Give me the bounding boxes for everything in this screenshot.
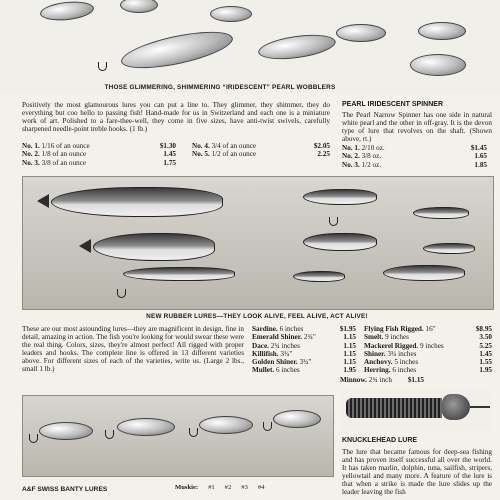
price-desc: 3/4 of an ounce — [211, 142, 257, 150]
rubber-price-list-col1 — [252, 325, 356, 375]
hook-icon — [189, 428, 198, 437]
price-desc: 3/8 oz. — [361, 152, 382, 161]
knucklehead-description: The lure that became famous for deep-sea fishing and has proven itself successful all over the world. It has taken marlin, dolphin, tuna, sailfish, stripers, yellowtail and many more. A feature of the lure is that when a strike is made the lure slides up the leader leaving the fish — [342, 448, 492, 497]
price-row — [252, 333, 356, 341]
table-row — [170, 484, 269, 491]
price-desc: 3¾" — [299, 358, 312, 367]
rubber-lures-photo — [22, 176, 494, 310]
price-desc: 9 inches — [419, 341, 444, 350]
price-desc: 9 inches — [385, 333, 409, 342]
price-row — [364, 333, 492, 341]
spinner-price-list — [342, 144, 487, 169]
price-row — [364, 366, 492, 374]
price-label: Herring. — [364, 366, 391, 375]
price-row — [252, 342, 356, 350]
hook-icon — [263, 422, 272, 431]
wobbler-lure — [120, 0, 158, 13]
fish-tail — [79, 239, 91, 253]
price-value: 2.25 — [317, 150, 330, 159]
banty-price-table — [170, 484, 269, 491]
anchovy-lure — [423, 243, 475, 254]
knucklehead-title: KNUCKLEHEAD LURE — [342, 437, 418, 444]
price-label: Mackerel Rigged. — [364, 341, 419, 350]
price-label: No. 3. — [22, 158, 40, 167]
price-desc: 2/10 oz. — [361, 144, 385, 152]
price-row — [342, 152, 487, 160]
price-value: 3.50 — [479, 333, 492, 342]
price-label: Anchovy. — [364, 358, 393, 367]
price-row — [252, 366, 356, 374]
price-label: Killifish. — [252, 349, 279, 358]
knucklehead-skirt — [346, 398, 442, 418]
price-value: 1.45 — [479, 349, 492, 358]
banty-lures-photo — [22, 395, 334, 477]
herring-lure — [383, 265, 465, 281]
hook-icon — [329, 217, 338, 226]
price-value: 1.15 — [343, 349, 356, 358]
hook-icon — [29, 434, 38, 443]
price-value: 1.75 — [163, 158, 176, 167]
hook-icon — [98, 62, 107, 71]
price-desc: 1/16 of an ounce — [41, 142, 90, 150]
price-value: 5.25 — [479, 341, 492, 350]
price-desc: 6 inches — [275, 366, 300, 375]
price-desc: 2¾ inches — [270, 341, 300, 350]
price-value: 1.95 — [479, 366, 492, 375]
price-value: 1.15 — [343, 333, 356, 342]
table-header-cell: Muskie: — [175, 484, 199, 491]
shiner-lure — [413, 207, 469, 219]
price-value: $1.45 — [470, 144, 487, 152]
sardine-lure — [303, 189, 377, 205]
banty-lure — [39, 422, 93, 440]
price-label: No. 5. — [192, 150, 210, 159]
price-label: No. 1. — [342, 144, 360, 152]
mackerel-lure — [93, 233, 215, 261]
table-header-cell: #3 — [241, 484, 248, 491]
price-row — [364, 358, 492, 366]
price-value: $1.30 — [159, 142, 176, 150]
flying-fish-lure — [51, 187, 223, 217]
price-label: Dace. — [252, 341, 269, 350]
price-value: 1.15 — [343, 358, 356, 367]
fish-tail — [37, 194, 49, 208]
price-desc: 6 inches — [392, 366, 417, 375]
table-header-cell: #2 — [224, 484, 232, 491]
rubber-lures-description: These are our most astounding lures—they are magnificent in design, fine in detail, amazing in action. The fish you're looking for would swear these were the real thing. Colors, sizes, they're almost perfect! All rigged with proper leaders and hooks. The complete line is offered in 13 different varieties above. For different sizes of each of the varieties, write us. (Large 2 lbs., small 1 lb.) — [22, 325, 244, 374]
price-row — [252, 350, 356, 358]
wobbler-lure — [210, 6, 252, 22]
mullet-lure — [303, 233, 377, 251]
price-value: $1.95 — [339, 325, 356, 333]
banty-lure — [117, 418, 175, 436]
price-label: Golden Shiner. — [252, 358, 298, 367]
price-desc: 3¾" — [280, 349, 293, 358]
price-value: 1.55 — [479, 358, 492, 367]
price-desc: 1/2 of an ounce — [211, 150, 257, 159]
price-label: No. 1. — [22, 142, 40, 150]
price-desc: 16" — [425, 325, 436, 333]
price-label: Emerald Shiner. — [252, 333, 303, 342]
price-label: Shiner. — [364, 349, 386, 358]
price-value: 1.95 — [343, 366, 356, 375]
price-value: 1.45 — [163, 150, 176, 159]
price-desc: 3/8 of an ounce — [41, 158, 87, 167]
price-desc: 3¾ inches — [387, 349, 417, 358]
price-desc: 2¾" — [303, 333, 316, 342]
table-header-cell: #4 — [257, 484, 265, 491]
rubber-price-list-col2 — [364, 325, 492, 375]
price-desc: 5 inches — [394, 358, 419, 367]
price-row — [252, 358, 356, 366]
banty-lure — [273, 410, 321, 428]
price-label: Minnow. — [340, 376, 367, 384]
price-label: No. 2. — [22, 150, 40, 159]
price-label: Sardine. — [252, 325, 278, 333]
knucklehead-head — [442, 394, 470, 420]
price-row — [22, 150, 330, 158]
price-label: No. 3. — [342, 160, 360, 169]
price-row — [342, 144, 487, 152]
price-row — [364, 350, 492, 358]
price-value: $1.15 — [407, 376, 424, 384]
price-value: $8.95 — [475, 325, 492, 333]
spinner-lure — [410, 54, 466, 76]
price-row — [22, 159, 330, 167]
price-row — [364, 325, 492, 333]
wobbler-lure — [118, 24, 235, 75]
wobblers-price-list — [22, 142, 330, 167]
hook-icon — [105, 430, 114, 439]
knucklehead-leader — [470, 406, 490, 408]
smelt-lure — [123, 267, 235, 281]
wobbler-lure — [336, 24, 386, 42]
price-row — [252, 325, 356, 333]
price-row — [364, 342, 492, 350]
price-value: 1.15 — [343, 341, 356, 350]
spinner-title: PEARL IRIDESCENT SPINNER — [342, 101, 443, 108]
table-header-cell: #1 — [208, 484, 215, 491]
price-desc: 6 inches — [279, 325, 304, 333]
wobbler-lure — [257, 31, 337, 64]
price-value: 1.85 — [474, 160, 487, 169]
banty-title: A&F SWISS BANTY LURES — [22, 486, 108, 493]
spinner-lure — [418, 22, 466, 40]
wobblers-caption: THOSE GLIMMERING, SHIMMERING “IRIDESCENT” PEARL WOBBLERS — [104, 84, 336, 91]
knucklehead-photo — [340, 390, 492, 430]
banty-lure — [199, 416, 253, 434]
wobbler-lure — [39, 0, 95, 23]
price-row — [342, 161, 487, 169]
spinner-description: The Pearl Narrow Spinner has one side in natural white pearl and the other in off-gray. It is the devon type of lure that revolves on the shaft. (Shown above, rt.) — [342, 111, 492, 144]
price-desc: 1/8 of an ounce — [41, 150, 87, 159]
price-desc: 1/2 oz. — [361, 160, 382, 169]
price-label: Smelt. — [364, 333, 384, 342]
price-value: 1.65 — [474, 152, 487, 161]
price-label: Flying Fish Rigged. — [364, 325, 424, 333]
minnow-lure — [293, 271, 345, 282]
price-label: Mullet. — [252, 366, 275, 375]
wobblers-photo — [0, 0, 500, 94]
price-value: $2.05 — [313, 142, 330, 150]
wobblers-description: Positively the most glamourous lures you can put a line to. They glimmer, they shimmer, they do everything but coo hello to passing fish! Hand-made for us in Switzerland and each one is a miniature work of art. Polished to a fare-thee-well, they come in five sizes, have anti-twist swivels, carefully sharpened needle-point treble hooks. (1 lb.) — [22, 101, 330, 134]
price-row — [22, 142, 330, 150]
price-label: No. 4. — [192, 142, 210, 150]
rubber-lures-caption: NEW RUBBER LURES—THEY LOOK ALIVE, FEEL ALIVE, ACT ALIVE! — [146, 313, 368, 320]
price-desc: 2¾ inch — [368, 376, 392, 384]
hook-icon — [117, 289, 126, 298]
minnow-price-row — [340, 376, 424, 384]
price-label: No. 2. — [342, 152, 360, 161]
